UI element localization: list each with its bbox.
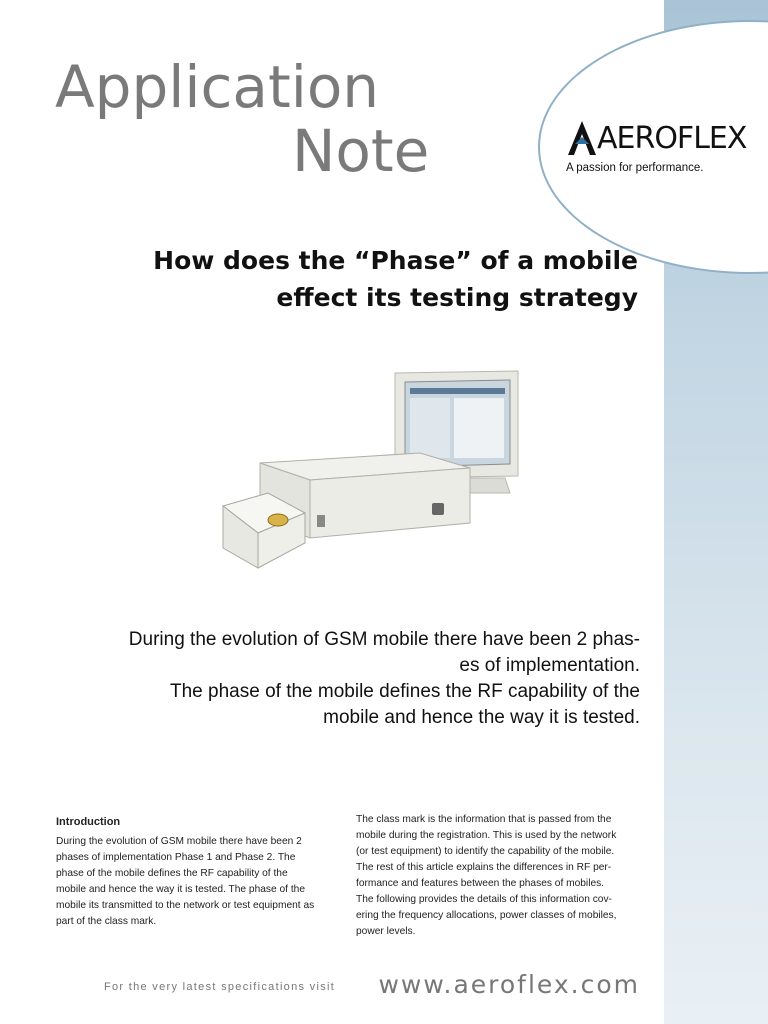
column2-line: The class mark is the information that is passed from the [356,814,612,825]
aeroflex-logo [566,117,747,179]
lead-line-4: mobile and hence the way it is tested. [323,707,640,728]
title-note: Note [292,117,430,185]
column2-line: ering the frequency allocations, power classes of mobiles, [356,910,617,921]
intro-line: phases of implementation Phase 1 and Phase 2. The [56,852,296,863]
intro-line: During the evolution of GSM mobile there have been 2 [56,836,302,847]
class-mark-column [356,812,642,940]
aeroflex-logo-icon [566,117,598,157]
main-heading-line-2: effect its testing strategy [276,283,638,312]
column2-line: mobile during the registration. This is used by the network [356,830,617,841]
introduction-heading: Introduction [56,816,121,828]
intro-line: mobile its transmitted to the network or test equipment as [56,900,315,911]
intro-line: mobile and hence the way it is tested. The phase of the [56,884,305,895]
column2-line: formance and features between the phases of mobiles. [356,878,605,889]
lead-line-2: es of implementation. [459,655,640,676]
footer-label: For the very latest specifications visit [104,981,336,993]
logo-wordmark: AEROFLEX [597,121,747,156]
product-photo [220,368,530,573]
column2-line: (or test equipment) to identify the capability of the mobile. [356,846,615,857]
footer [104,970,640,1000]
intro-line: part of the class mark. [56,916,157,927]
footer-website-link[interactable]: www.aeroflex.com [378,970,640,999]
lead-line-3: The phase of the mobile defines the RF capability of the [170,681,640,702]
column2-line: The rest of this article explains the differences in RF per- [356,862,612,873]
title-application: Application [55,53,380,121]
main-heading-line-1: How does the “Phase” of a mobile [153,246,638,275]
intro-line: phase of the mobile defines the RF capability of the [56,868,288,879]
lead-line-1: During the evolution of GSM mobile there have been 2 phas- [128,629,640,650]
introduction-column [56,814,342,930]
column2-line: power levels. [356,926,416,937]
column2-line: The following provides the details of this information cov- [356,894,612,905]
logo-tagline: A passion for performance. [566,162,704,174]
